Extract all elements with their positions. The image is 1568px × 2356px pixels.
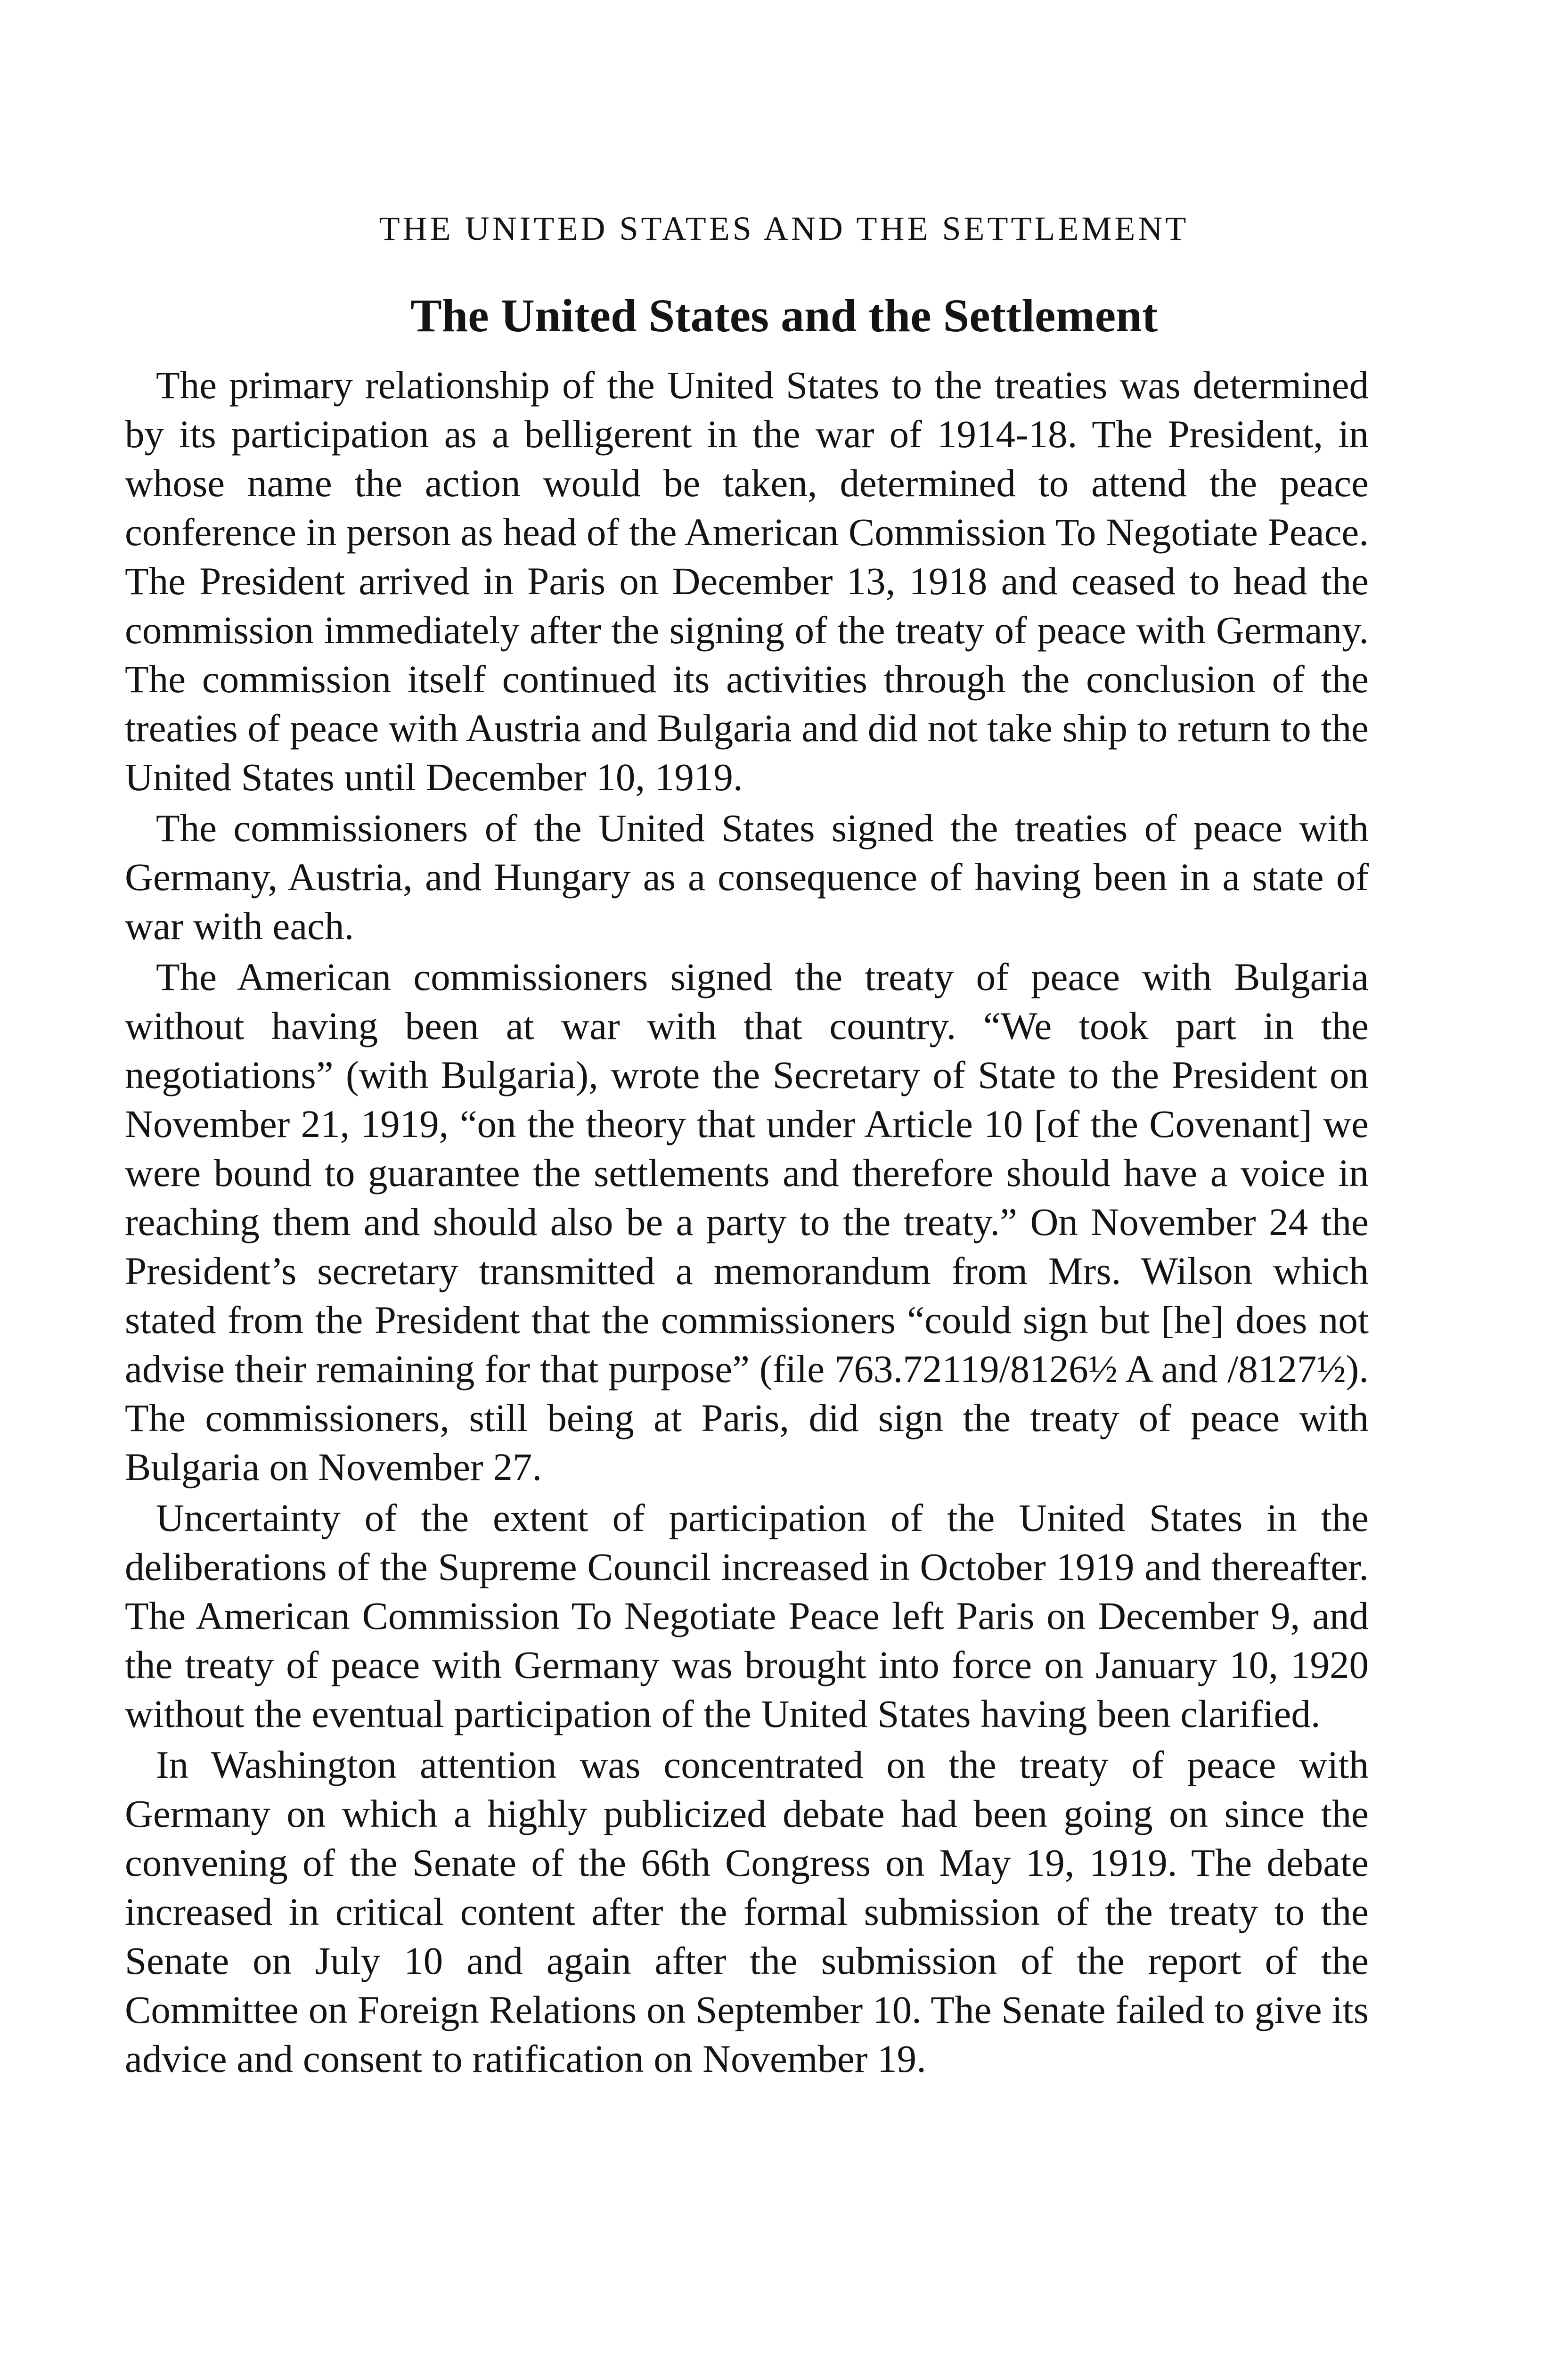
running-head: THE UNITED STATES AND THE SETTLEMENT [379,210,1189,247]
section-title: The United States and the Settlement [410,289,1158,342]
paragraph-2: The commissioners of the United States signed the treaties of peace with Germany, Austria, and Hungary as a consequence of having been in a state of war with each. [125,806,1369,948]
paragraph-5: In Washington attention was concentrated on the treaty of peace with Germany on which a highly publicized debate had been going on since the convening of the Senate of the 66th Congress on May 19, 1919. The debate increased in critical content after the formal submission of the treaty to the Senate on July 10 and again after the submission of the report of the Committee on Foreign Relations on September 10. The Senate failed to give its advice and consent to ratification on November 19. [125,1743,1369,2080]
body-text [125,360,1369,2085]
paragraph-3: The American commissioners signed the treaty of peace with Bulgaria without having been at war with that country. “We took part in the negotiations” (with Bulgaria), wrote the Secretary of State to the President on November 21, 1919, “on the theory that under Article 10 [of the Covenant] we were bound to guarantee the settlements and therefore should have a voice in reaching them and should also be a party to the treaty.” On November 24 the President’s secretary transmitted a memorandum from Mrs. Wilson which stated from the President that the commissioners “could sign but [he] does not advise their remaining for that purpose” (file 763.72119/8126½ A and /8127½). The commissioners, still being at Paris, did sign the treaty of peace with Bulgaria on November 27. [125,955,1369,1489]
paragraph-4: Uncertainty of the extent of participation of the United States in the deliberations of the Supreme Council increased in October 1919 and thereafter. The American Commission To Negotiate Peace left Paris on December 9, and the treaty of peace with Germany was brought into force on January 10, 1920 without the eventual participation of the United States having been clarified. [125,1496,1369,1735]
paragraph-1: The primary relationship of the United States to the treaties was determined by its participation as a belligerent in the war of 1914-18. The President, in whose name the action would be taken, determined to attend the peace conference in person as head of the American Commission To Negotiate Peace. The President arrived in Paris on December 13, 1918 and ceased to head the commission immediately after the signing of the treaty of peace with Germany. The commission itself continued its activities through the conclusion of the treaties of peace with Austria and Bulgaria and did not take ship to return to the United States until December 10, 1919. [125,363,1369,799]
